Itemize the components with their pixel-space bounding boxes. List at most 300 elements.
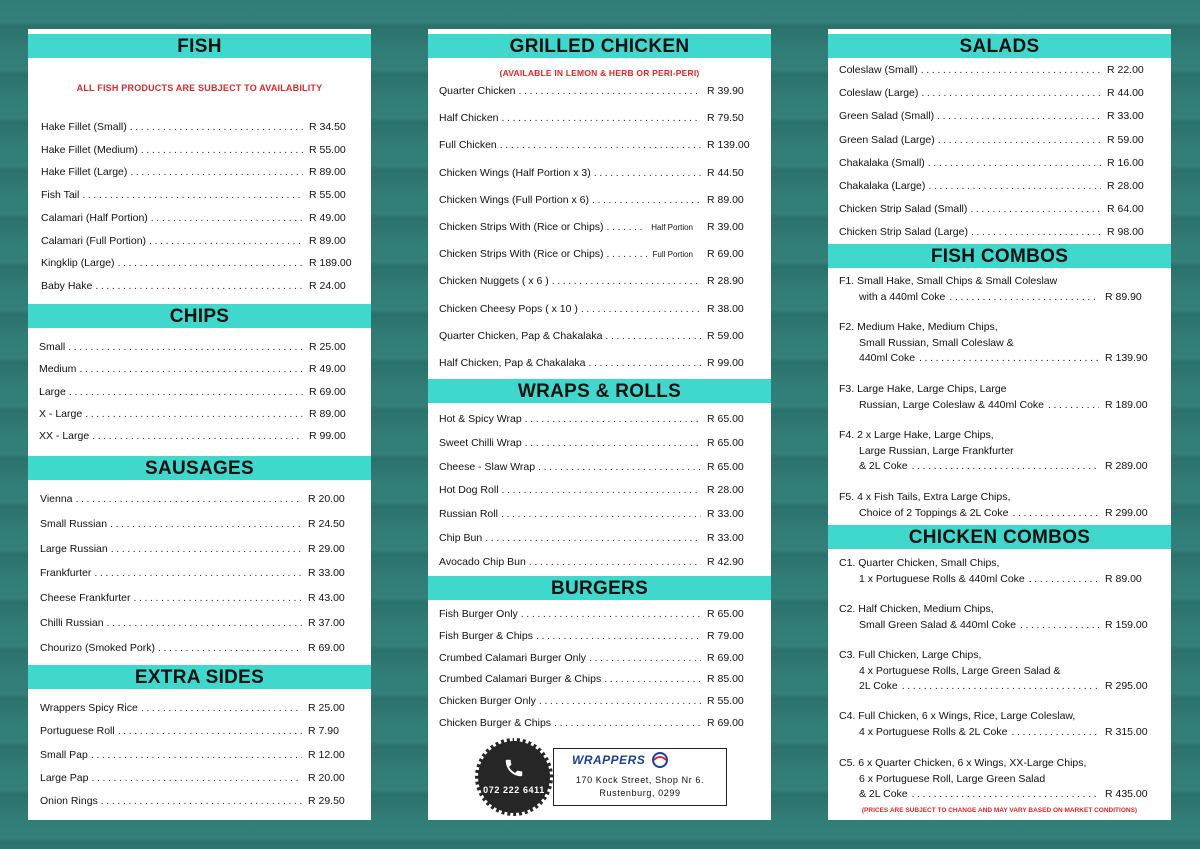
item-price: R 44.00: [1107, 87, 1144, 100]
combo-line: & 2L Coke: [859, 460, 908, 472]
menu-item: [40, 749, 358, 761]
item-price: R 37.00: [308, 617, 345, 629]
wraps-header: WRAPS & ROLLS: [428, 379, 771, 403]
item-price: R 189.00: [309, 257, 352, 270]
item-name: Green Salad (Large): [839, 133, 935, 146]
item-price: R 33.00: [308, 567, 345, 580]
item-price: R 24.00: [309, 279, 346, 292]
dot-leader: [592, 194, 701, 206]
dot-leader: [130, 166, 303, 178]
item-name: Half Chicken, Pap & Chakalaka: [439, 357, 586, 369]
middle-menu-panel: [428, 29, 771, 820]
item-name: Chicken Strips With (Rice or Chips): [439, 248, 604, 261]
menu-item: [439, 248, 757, 260]
phone-icon: [503, 757, 525, 779]
menu-item: [439, 275, 757, 287]
extra-sides-header: EXTRA SIDES: [28, 665, 371, 689]
menu-item: [839, 134, 1157, 146]
dot-leader: [110, 518, 302, 530]
item-price: R 65.00: [707, 436, 744, 449]
item-name: Coleslaw (Large): [839, 87, 919, 100]
item-price: R 79.00: [707, 629, 744, 642]
dot-leader: [485, 532, 701, 544]
dot-leader: [521, 608, 701, 620]
dot-leader: [141, 702, 302, 714]
menu-item: [41, 212, 359, 224]
menu-item: [439, 532, 757, 544]
item-price: R 33.00: [707, 532, 744, 544]
item-name: Chicken Cheesy Pops ( x 10 ): [439, 302, 578, 315]
dot-leader: [536, 630, 701, 642]
item-name: Chicken Burger & Chips: [439, 717, 552, 729]
combo-last-line: [839, 351, 1157, 367]
item-name: Hake Fillet (Medium): [41, 143, 138, 156]
dot-leader: [149, 235, 303, 247]
item-price: R 28.90: [707, 275, 744, 288]
item-price: R 39.90: [707, 85, 744, 97]
dot-leader: [539, 695, 701, 707]
item-price: R 59.00: [1107, 133, 1144, 146]
menu-item: [40, 642, 358, 654]
address-line-1: 170 Kock Street, Shop Nr 6.: [575, 775, 705, 785]
menu-item: [839, 110, 1157, 122]
item-name: Onion Rings: [40, 795, 98, 808]
menu-item: [439, 167, 757, 179]
combo-line: C1. Quarter Chicken, Small Chips,: [839, 557, 1000, 569]
combo-line: C3. Full Chicken, Large Chips,: [839, 649, 982, 661]
combo-item: [839, 428, 1157, 475]
combo-line: with a 440ml Coke: [859, 290, 946, 303]
dot-leader: [151, 212, 303, 224]
right-menu-panel: [828, 29, 1171, 820]
combo-line: & 2L Coke: [859, 788, 908, 800]
combo-line: Choice of 2 Toppings & 2L Coke: [859, 506, 1009, 519]
item-price: R 139.00: [707, 139, 750, 152]
menu-item: [439, 673, 757, 685]
dot-leader: [971, 226, 1101, 238]
menu-item: [439, 608, 757, 620]
item-name: Avocado Chip Bun: [439, 555, 526, 568]
item-price: R 65.00: [707, 608, 744, 620]
combo-item: [839, 556, 1157, 587]
dot-leader: [68, 341, 303, 353]
dot-leader: [538, 461, 701, 473]
item-price: R 43.00: [308, 592, 345, 605]
dot-leader: [1029, 572, 1099, 588]
dot-leader: [928, 180, 1101, 192]
item-name: Wrappers Spicy Rice: [40, 702, 138, 714]
menu-item: [41, 121, 359, 133]
menu-item: [439, 194, 757, 206]
combo-price: R 299.00: [1105, 506, 1148, 519]
menu-item: [439, 112, 757, 124]
dot-leader: [501, 508, 701, 520]
menu-item: [41, 257, 359, 269]
dot-leader: [95, 280, 303, 292]
menu-item: [40, 702, 358, 714]
item-price: R 33.00: [707, 508, 744, 521]
menu-item: [439, 556, 757, 568]
combo-last-line: [839, 572, 1157, 588]
menu-item: [41, 144, 359, 156]
item-price: R 25.00: [308, 702, 345, 714]
item-name: Cheese Frankfurter: [40, 592, 131, 605]
item-name: Chicken Burger Only: [439, 695, 536, 708]
menu-item: [39, 386, 357, 398]
dot-leader: [1011, 725, 1099, 741]
item-price: R 28.00: [1107, 180, 1144, 192]
combo-line: 4 x Portuguese Rolls, Large Green Salad &: [859, 664, 1061, 677]
item-name: Chakalaka (Small): [839, 156, 925, 169]
grilled-chicken-note: (AVAILABLE IN LEMON & HERB OR PERI-PERI): [499, 68, 700, 78]
dot-leader: [529, 556, 701, 568]
combo-line: F4. 2 x Large Hake, Large Chips,: [839, 429, 994, 441]
menu-item: [439, 484, 757, 496]
logo-swirl-icon: [650, 752, 670, 768]
item-price: R 20.00: [308, 493, 345, 505]
item-price: R 69.00: [308, 641, 345, 654]
prices-footnote: (PRICES ARE SUBJECT TO CHANGE AND MAY VARY BASED ON MARKET CONDITIONS): [861, 807, 1138, 814]
dot-leader: [1048, 398, 1099, 414]
menu-item: [839, 226, 1157, 238]
dot-leader: [118, 257, 303, 269]
dot-leader: [912, 787, 1099, 803]
combo-last-line: [839, 787, 1157, 803]
menu-item: [439, 630, 757, 642]
dot-leader: [111, 543, 302, 555]
item-price: R 69.00: [707, 651, 744, 664]
dot-leader: [912, 459, 1099, 475]
combo-price: R 315.00: [1105, 725, 1148, 738]
chips-header: CHIPS: [28, 304, 371, 328]
item-price: R 42.90: [707, 555, 744, 568]
menu-item: [41, 166, 359, 178]
combo-item: [839, 320, 1157, 367]
sausages-header: SAUSAGES: [28, 456, 371, 480]
dot-leader: [158, 642, 302, 654]
combo-price: R 159.00: [1105, 618, 1148, 631]
item-name: Large Pap: [40, 771, 89, 784]
combo-item: [839, 709, 1157, 740]
combo-item: [839, 274, 1157, 305]
item-name: Chicken Wings (Half Portion x 3): [439, 166, 591, 179]
menu-item: [439, 652, 757, 664]
burgers-header: BURGERS: [428, 576, 771, 600]
dot-leader: [594, 167, 701, 179]
item-price: R 12.00: [308, 748, 345, 761]
item-name: Calamari (Full Portion): [41, 234, 147, 247]
dot-leader: [919, 351, 1099, 367]
dot-leader: [970, 203, 1101, 215]
dot-leader: [605, 330, 701, 342]
item-name: Kingklip (Large): [41, 257, 115, 270]
item-price: R 89.00: [707, 193, 744, 206]
menu-item: [439, 461, 757, 473]
item-price: R 65.00: [707, 460, 744, 473]
dot-leader: [133, 592, 302, 604]
dot-leader: [500, 139, 701, 151]
menu-item: [439, 413, 757, 425]
item-price: R 99.00: [707, 357, 744, 369]
item-price: R 55.00: [309, 189, 346, 202]
dot-leader: [589, 357, 702, 369]
combo-line: 2L Coke: [859, 680, 898, 692]
item-name: Chakalaka (Large): [839, 180, 926, 192]
item-price: R 59.00: [707, 329, 744, 342]
dot-leader: [107, 617, 302, 629]
menu-item: [41, 235, 359, 247]
combo-line: Large Russian, Large Frankfurter: [859, 444, 1014, 457]
combo-line: C4. Full Chicken, 6 x Wings, Rice, Large Coleslaw,: [839, 710, 1076, 722]
item-name: Fish Tail: [41, 189, 80, 202]
item-price: R 25.00: [309, 341, 346, 353]
item-price: R 99.00: [309, 430, 346, 443]
item-price: R 39.00: [707, 221, 744, 233]
combo-price: R 89.90: [1105, 290, 1142, 303]
dot-leader: [92, 430, 303, 442]
item-name: Green Salad (Small): [839, 110, 935, 123]
item-price: R 98.00: [1107, 226, 1144, 239]
item-price: R 64.00: [1107, 203, 1144, 216]
combo-line: 6 x Portuguese Roll, Large Green Salad: [859, 772, 1046, 785]
dot-leader: [91, 749, 302, 761]
combo-item: [839, 756, 1157, 803]
item-price: R 69.00: [707, 248, 744, 261]
combo-line: F3. Large Hake, Large Chips, Large: [839, 383, 1007, 395]
menu-item: [40, 543, 358, 555]
dot-leader: [937, 110, 1101, 122]
item-price: R 33.00: [1107, 110, 1144, 123]
item-name: Chicken Strip Salad (Large): [839, 226, 968, 239]
dot-leader: [502, 484, 701, 496]
combo-line: Small Russian, Small Coleslaw &: [859, 336, 1014, 349]
item-price: R 49.00: [309, 211, 346, 224]
dot-leader: [518, 85, 701, 97]
item-name: Chicken Wings (Full Portion x 6): [439, 193, 589, 206]
combo-price: R 435.00: [1105, 788, 1148, 800]
menu-item: [839, 87, 1157, 99]
dot-leader: [554, 717, 701, 729]
combo-last-line: [839, 506, 1157, 522]
menu-item: [39, 363, 357, 375]
dot-leader: [1020, 618, 1099, 634]
combo-last-line: [839, 398, 1157, 414]
item-name: Half Chicken: [439, 112, 499, 125]
dot-leader: [101, 795, 302, 807]
wrappers-logo: WRAPPERS: [572, 753, 646, 767]
item-price: R 34.50: [309, 121, 346, 133]
dot-leader: [607, 248, 647, 260]
grilled-chicken-header: GRILLED CHICKEN: [428, 34, 771, 58]
dot-leader: [525, 437, 701, 449]
combo-line: 1 x Portuguese Rolls & 440ml Coke: [859, 572, 1025, 585]
item-price: R 79.50: [707, 112, 744, 125]
menu-item: [40, 567, 358, 579]
menu-item: [40, 617, 358, 629]
item-name: Large Russian: [40, 542, 108, 555]
item-name: Chicken Strip Salad (Small): [839, 203, 968, 216]
combo-line: C2. Half Chicken, Medium Chips,: [839, 603, 994, 615]
item-price: R 7.90: [308, 725, 339, 738]
dot-leader: [552, 275, 701, 287]
combo-line: F2. Medium Hake, Medium Chips,: [839, 321, 998, 333]
menu-item: [40, 493, 358, 505]
item-name: Chilli Russian: [40, 617, 104, 629]
dot-leader: [607, 221, 646, 233]
combo-line: Small Green Salad & 440ml Coke: [859, 618, 1016, 631]
combo-item: [839, 382, 1157, 413]
dot-leader: [94, 567, 302, 579]
fish-availability-note: ALL FISH PRODUCTS ARE SUBJECT TO AVAILABILITY: [76, 83, 323, 93]
item-price: R 85.00: [707, 673, 744, 686]
item-name: Fish Burger Only: [439, 608, 518, 620]
dot-leader: [130, 121, 303, 133]
item-name: Large: [39, 385, 66, 398]
dot-leader: [141, 144, 303, 156]
menu-item: [439, 330, 757, 342]
item-price: R 89.00: [309, 407, 346, 420]
item-name: Full Chicken: [439, 139, 497, 152]
item-price: R 65.00: [707, 413, 744, 425]
dot-leader: [85, 408, 303, 420]
item-price: R 44.50: [707, 166, 744, 179]
address-box: [553, 748, 727, 806]
menu-item: [439, 357, 757, 369]
combo-last-line: [839, 618, 1157, 634]
dot-leader: [581, 303, 701, 315]
menu-item: [839, 203, 1157, 215]
dot-leader: [82, 189, 303, 201]
dot-leader: [1012, 506, 1099, 522]
item-name: Small Russian: [40, 517, 108, 530]
phone-number: 072 222 6411: [483, 785, 545, 795]
item-name: Hake Fillet (Large): [41, 166, 128, 179]
salads-header: SALADS: [828, 34, 1171, 58]
item-price: R 89.00: [309, 166, 346, 179]
menu-item: [439, 695, 757, 707]
dot-leader: [921, 87, 1101, 99]
menu-item: [39, 408, 357, 420]
item-price: R 28.00: [707, 484, 744, 497]
menu-item: [839, 64, 1157, 76]
item-price: R 38.00: [707, 302, 744, 315]
item-name: Baby Hake: [41, 279, 93, 292]
item-price: R 49.00: [309, 363, 346, 376]
item-price: R 55.00: [707, 695, 744, 708]
fish-combos-header: FISH COMBOS: [828, 244, 1171, 268]
item-name: Chip Bun: [439, 532, 483, 544]
item-name: Portuguese Roll: [40, 725, 115, 738]
menu-item: [41, 189, 359, 201]
item-price: R 16.00: [1107, 156, 1144, 169]
menu-item: [40, 518, 358, 530]
menu-item: [40, 592, 358, 604]
item-name: Coleslaw (Small): [839, 64, 918, 76]
item-price: R 22.00: [1107, 64, 1144, 76]
item-name: Russian Roll: [439, 508, 498, 521]
menu-item: [439, 303, 757, 315]
item-name: Crumbed Calamari Burger Only: [439, 651, 587, 664]
dot-leader: [525, 413, 701, 425]
item-name: Hake Fillet (Small): [41, 121, 127, 133]
contact-block: [475, 738, 727, 818]
menu-item: [39, 430, 357, 442]
dot-leader: [589, 652, 701, 664]
menu-item: [439, 221, 757, 233]
item-name: Medium: [39, 363, 77, 376]
item-price: R 29.00: [308, 542, 345, 555]
menu-item: [40, 772, 358, 784]
dot-leader: [938, 134, 1101, 146]
left-menu-panel: [28, 29, 371, 820]
menu-item: [439, 85, 757, 97]
item-name: Quarter Chicken, Pap & Chakalaka: [439, 329, 603, 342]
phone-badge[interactable]: [475, 738, 553, 816]
combo-line: C5. 6 x Quarter Chicken, 6 x Wings, XX-Large Chips,: [839, 757, 1087, 769]
dot-leader: [604, 673, 701, 685]
item-name: Hot & Spicy Wrap: [439, 413, 522, 425]
dot-leader: [902, 679, 1099, 695]
item-name: X - Large: [39, 407, 83, 420]
combo-line: F1. Small Hake, Small Chips & Small Coleslaw: [839, 275, 1058, 287]
menu-item: [40, 725, 358, 737]
dot-leader: [79, 363, 303, 375]
item-name: Fish Burger & Chips: [439, 629, 533, 642]
dot-leader: [118, 725, 302, 737]
fish-header: FISH: [28, 34, 371, 58]
menu-item: [439, 139, 757, 151]
combo-last-line: [839, 290, 1157, 306]
dot-leader: [949, 290, 1099, 306]
menu-item: [439, 717, 757, 729]
item-name: Hot Dog Roll: [439, 484, 499, 497]
combo-price: R 139.90: [1105, 352, 1148, 364]
menu-item: [39, 341, 357, 353]
combo-line: Russian, Large Coleslaw & 440ml Coke: [859, 398, 1045, 411]
item-name: Calamari (Half Portion): [41, 211, 148, 224]
item-price: R 69.00: [707, 717, 744, 729]
item-name: XX - Large: [39, 430, 90, 443]
item-name: Sweet Chilli Wrap: [439, 436, 522, 449]
menu-item: [839, 157, 1157, 169]
item-name: Chicken Nuggets ( x 6 ): [439, 275, 549, 288]
dot-leader: [69, 386, 303, 398]
item-name: Chicken Strips With (Rice or Chips): [439, 221, 604, 233]
combo-item: [839, 602, 1157, 633]
item-price: R 89.00: [309, 234, 346, 247]
combo-last-line: [839, 679, 1157, 695]
combo-line: 440ml Coke: [859, 352, 916, 364]
combo-price: R 295.00: [1105, 680, 1148, 692]
combo-last-line: [839, 459, 1157, 475]
menu-item: [839, 180, 1157, 192]
item-name: Crumbed Calamari Burger & Chips: [439, 673, 602, 686]
item-name: Vienna: [40, 493, 73, 505]
item-price: R 29.50: [308, 795, 345, 808]
combo-price: R 289.00: [1105, 460, 1148, 472]
menu-item: [41, 280, 359, 292]
item-price: R 24.50: [308, 517, 345, 530]
dot-leader: [502, 112, 701, 124]
dot-leader: [921, 64, 1101, 76]
item-name: Quarter Chicken: [439, 85, 516, 97]
portion-tag: Full Portion: [652, 250, 693, 260]
combo-item: [839, 648, 1157, 695]
chicken-combos-header: CHICKEN COMBOS: [828, 525, 1171, 549]
dot-leader: [91, 772, 302, 784]
menu-item: [40, 795, 358, 807]
combo-price: R 89.00: [1105, 572, 1142, 585]
